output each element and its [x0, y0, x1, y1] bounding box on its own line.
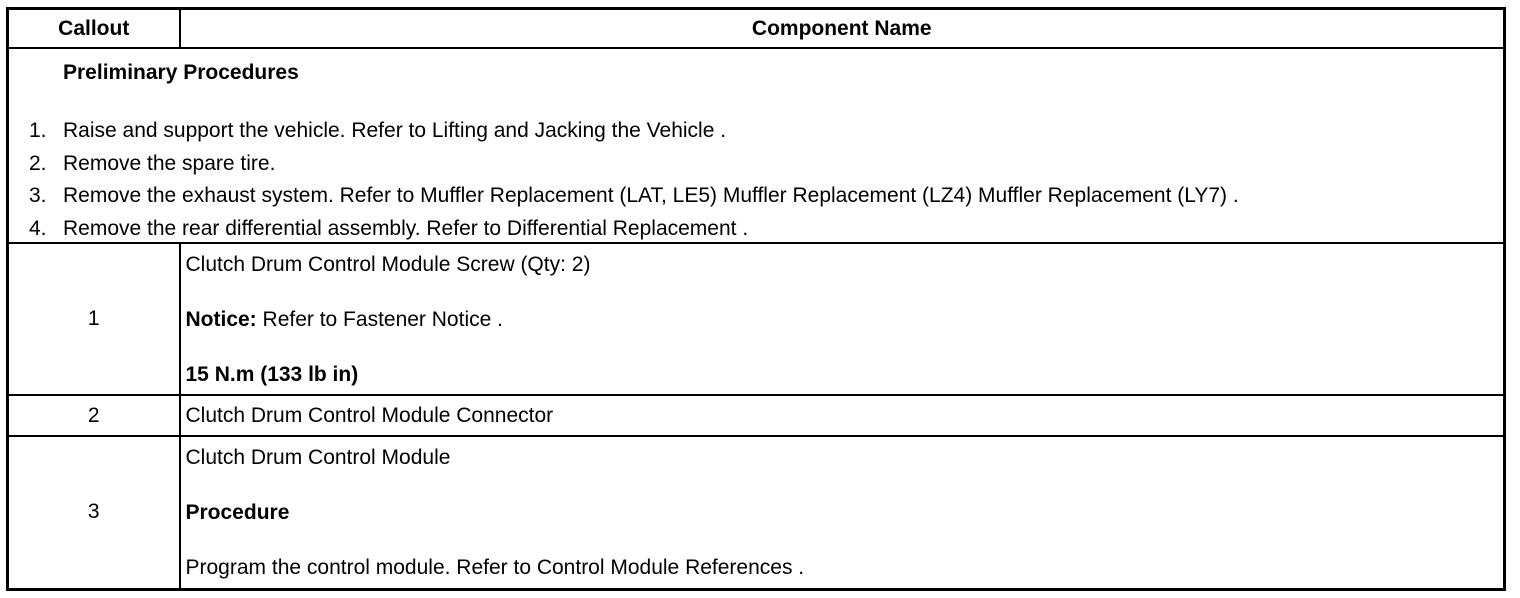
table-row — [8, 436, 1505, 589]
preliminary-cell — [8, 48, 1505, 243]
step-text: Remove the rear differential assembly. Refer to Differential Replacement . — [63, 216, 749, 240]
preliminary-row — [8, 48, 1505, 243]
table-row — [8, 243, 1505, 395]
step-text: Raise and support the vehicle. Refer to Lifting and Jacking the Vehicle . — [63, 119, 727, 142]
torque-spec: 15 N.m (133 lb in) — [185, 363, 359, 386]
header-row — [8, 9, 1505, 49]
notice-label: Notice: — [185, 308, 257, 331]
step-number: 3. — [29, 184, 47, 207]
notice-line — [186, 299, 1504, 354]
list-item — [29, 115, 1239, 148]
component-cell — [180, 436, 1505, 589]
component-name-header: Component Name — [180, 9, 1505, 49]
step-number: 1. — [29, 119, 47, 142]
preliminary-steps — [29, 115, 1239, 245]
step-number: 4. — [29, 216, 47, 240]
callout-number: 2 — [8, 395, 180, 436]
list-item — [29, 180, 1239, 213]
table-row — [8, 395, 1505, 436]
step-text: Remove the exhaust system. Refer to Muffler Replacement (LAT, LE5) Muffler Replacement (LZ4) Muffler Replacement (LY7) . — [63, 184, 1239, 207]
procedure-table — [6, 7, 1506, 591]
component-name: Clutch Drum Control Module — [185, 446, 451, 469]
component-name: Clutch Drum Control Module Screw (Qty: 2) — [185, 253, 591, 276]
notice-text: Refer to Fastener Notice . — [256, 308, 503, 331]
preliminary-title: Preliminary Procedures — [63, 61, 299, 84]
callout-header: Callout — [8, 9, 180, 49]
component-cell — [180, 243, 1505, 395]
callout-number: 3 — [8, 436, 180, 589]
list-item — [29, 148, 1239, 181]
callout-number: 1 — [8, 243, 180, 395]
component-name: Clutch Drum Control Module Connector — [180, 395, 1505, 436]
step-number: 2. — [29, 151, 47, 175]
list-item — [29, 213, 1239, 246]
procedure-label: Procedure — [185, 501, 290, 524]
step-text: Remove the spare tire. — [63, 151, 276, 175]
procedure-text: Program the control module. Refer to Control Module References . — [185, 556, 805, 579]
